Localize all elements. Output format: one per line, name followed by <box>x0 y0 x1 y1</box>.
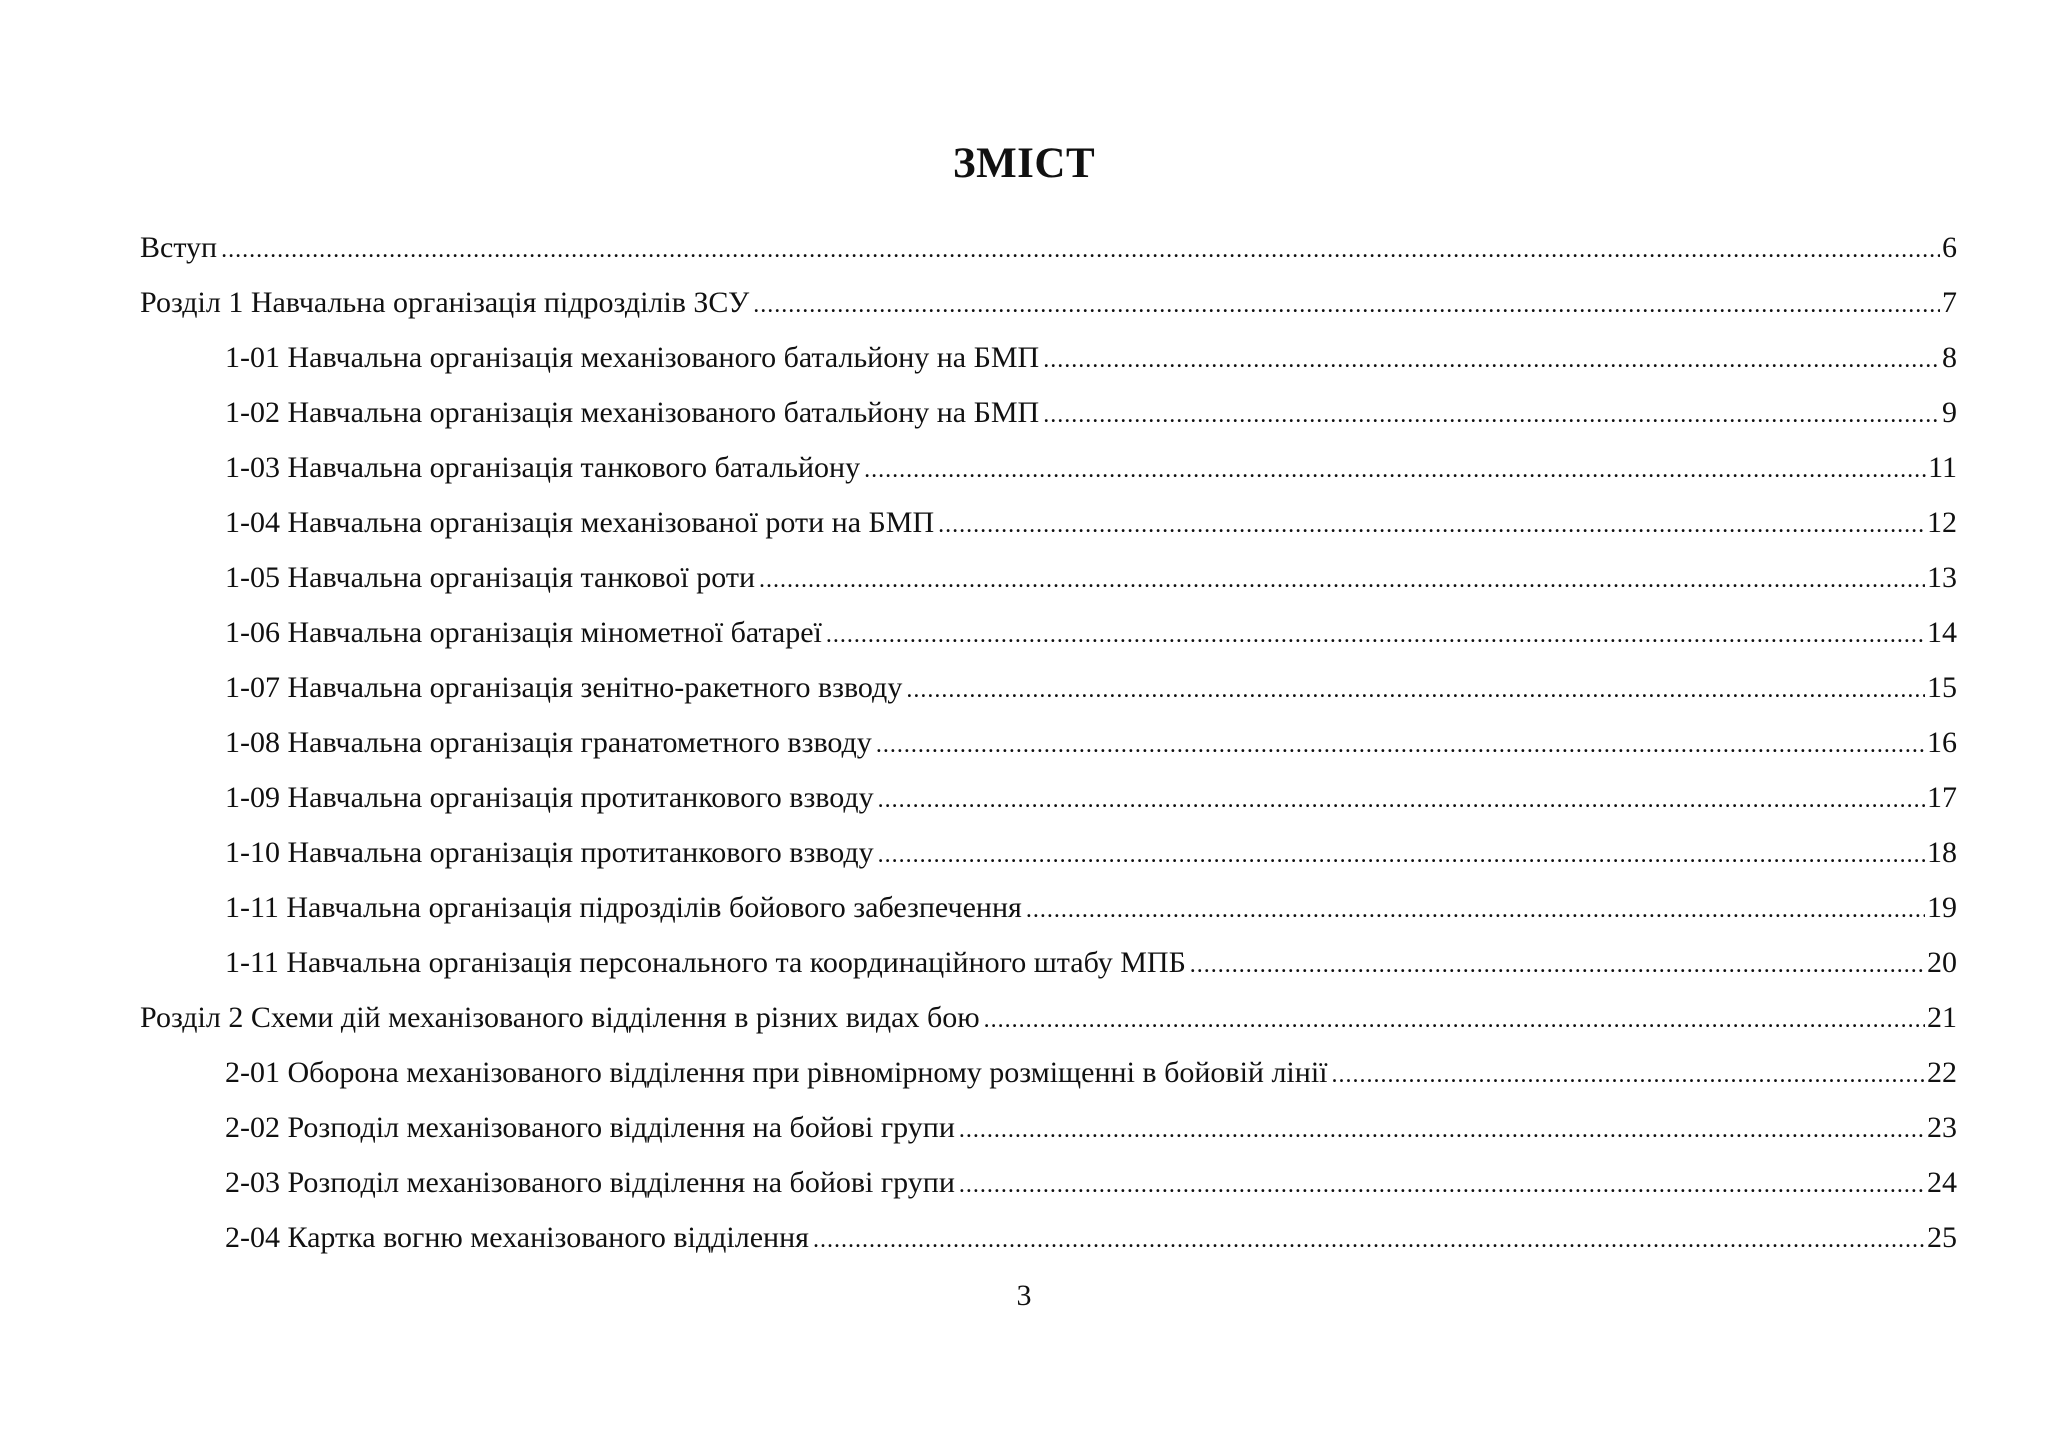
toc-entry-text: 1-04 Навчальна організація механізованої роти на БМП <box>225 506 935 539</box>
toc-entry-text: 2-03 Розподіл механізованого відділення на бойові групи <box>225 1166 955 1199</box>
toc-entry-page: 16 <box>1927 726 1957 759</box>
toc-entry[interactable] <box>140 336 1957 391</box>
toc-entry-text: 2-04 Картка вогню механізованого відділення <box>225 1221 809 1254</box>
toc-entry-page: 23 <box>1927 1111 1957 1144</box>
toc-entry[interactable] <box>140 391 1957 446</box>
toc-entry[interactable] <box>140 501 1957 556</box>
toc-entry-text: 1-07 Навчальна організація зенітно-ракетного взводу <box>225 671 903 704</box>
toc-leader-dots <box>221 228 1940 272</box>
table-of-contents <box>140 226 1957 1271</box>
toc-entry[interactable] <box>140 556 1957 611</box>
toc-entry-text: Вступ <box>140 231 218 264</box>
toc-entry-page: 11 <box>1928 451 1957 484</box>
toc-entry-page: 21 <box>1927 1001 1957 1034</box>
toc-leader-dots <box>1043 338 1940 382</box>
toc-leader-dots <box>753 283 1940 327</box>
toc-entry-text: 1-11 Навчальна організація персонального та координаційного штабу МПБ <box>225 946 1186 979</box>
toc-entry[interactable] <box>140 941 1957 996</box>
toc-title: ЗМІСТ <box>952 140 1096 187</box>
toc-entry-text: 1-11 Навчальна організація підрозділів бойового забезпечення <box>225 891 1022 924</box>
toc-entry-text: Розділ 1 Навчальна організація підрозділів ЗСУ <box>140 286 750 319</box>
toc-leader-dots <box>878 778 1925 822</box>
toc-entry[interactable] <box>140 996 1957 1051</box>
toc-leader-dots <box>1332 1053 1926 1097</box>
toc-entry[interactable] <box>140 886 1957 941</box>
toc-entry-page: 12 <box>1927 506 1957 539</box>
toc-leader-dots <box>906 668 1925 712</box>
toc-leader-dots <box>813 1218 1925 1262</box>
toc-entry-page: 15 <box>1927 671 1957 704</box>
toc-entry-page: 14 <box>1927 616 1957 649</box>
toc-entry-page: 24 <box>1927 1166 1957 1199</box>
toc-entry[interactable] <box>140 226 1957 281</box>
toc-entry-text: 2-02 Розподіл механізованого відділення на бойові групи <box>225 1111 955 1144</box>
toc-entry[interactable] <box>140 1106 1957 1161</box>
toc-entry[interactable] <box>140 1216 1957 1271</box>
toc-leader-dots <box>1026 888 1925 932</box>
toc-entry[interactable] <box>140 776 1957 831</box>
toc-entry-text: 1-06 Навчальна організація мінометної батареї <box>225 616 822 649</box>
toc-entry-text: 1-08 Навчальна організація гранатометного взводу <box>225 726 872 759</box>
toc-leader-dots <box>959 1163 1925 1207</box>
toc-entry-page: 22 <box>1927 1056 1957 1089</box>
toc-leader-dots <box>759 558 1925 602</box>
toc-entry-page: 6 <box>1942 231 1957 264</box>
toc-entry-text: 1-05 Навчальна організація танкової роти <box>225 561 756 594</box>
toc-entry[interactable] <box>140 666 1957 721</box>
toc-leader-dots <box>876 723 1925 767</box>
toc-entry-page: 9 <box>1942 396 1957 429</box>
toc-leader-dots <box>826 613 1925 657</box>
toc-entry-page: 8 <box>1942 341 1957 374</box>
toc-leader-dots <box>864 448 1926 492</box>
page-number: 3 <box>1016 1279 1032 1312</box>
toc-entry[interactable] <box>140 1161 1957 1216</box>
toc-entry-text: 1-10 Навчальна організація протитанкового взводу <box>225 836 874 869</box>
toc-entry-page: 19 <box>1927 891 1957 924</box>
toc-entry-text: 1-09 Навчальна організація протитанкового взводу <box>225 781 874 814</box>
toc-entry-page: 25 <box>1927 1221 1957 1254</box>
toc-entry-text: 1-01 Навчальна організація механізованого батальйону на БМП <box>225 341 1040 374</box>
toc-entry[interactable] <box>140 446 1957 501</box>
toc-leader-dots <box>1043 393 1940 437</box>
toc-entry-text: 2-01 Оборона механізованого відділення при рівномірному розміщенні в бойовій лінії <box>225 1056 1328 1089</box>
toc-entry-text: Розділ 2 Схеми дій механізованого відділення в різних видах бою <box>140 1001 980 1034</box>
toc-leader-dots <box>959 1108 1925 1152</box>
toc-entry-page: 17 <box>1927 781 1957 814</box>
toc-entry[interactable] <box>140 721 1957 776</box>
toc-entry-page: 13 <box>1927 561 1957 594</box>
toc-leader-dots <box>1190 943 1925 987</box>
toc-entry-page: 7 <box>1942 286 1957 319</box>
toc-entry-text: 1-02 Навчальна організація механізованого батальйону на БМП <box>225 396 1040 429</box>
toc-leader-dots <box>938 503 1925 547</box>
toc-entry-page: 20 <box>1927 946 1957 979</box>
toc-entry[interactable] <box>140 281 1957 336</box>
toc-leader-dots <box>878 833 1925 877</box>
toc-entry[interactable] <box>140 1051 1957 1106</box>
toc-entry-text: 1-03 Навчальна організація танкового батальйону <box>225 451 861 484</box>
toc-entry[interactable] <box>140 611 1957 666</box>
toc-leader-dots <box>984 998 1925 1042</box>
toc-entry-page: 18 <box>1927 836 1957 869</box>
toc-entry[interactable] <box>140 831 1957 886</box>
